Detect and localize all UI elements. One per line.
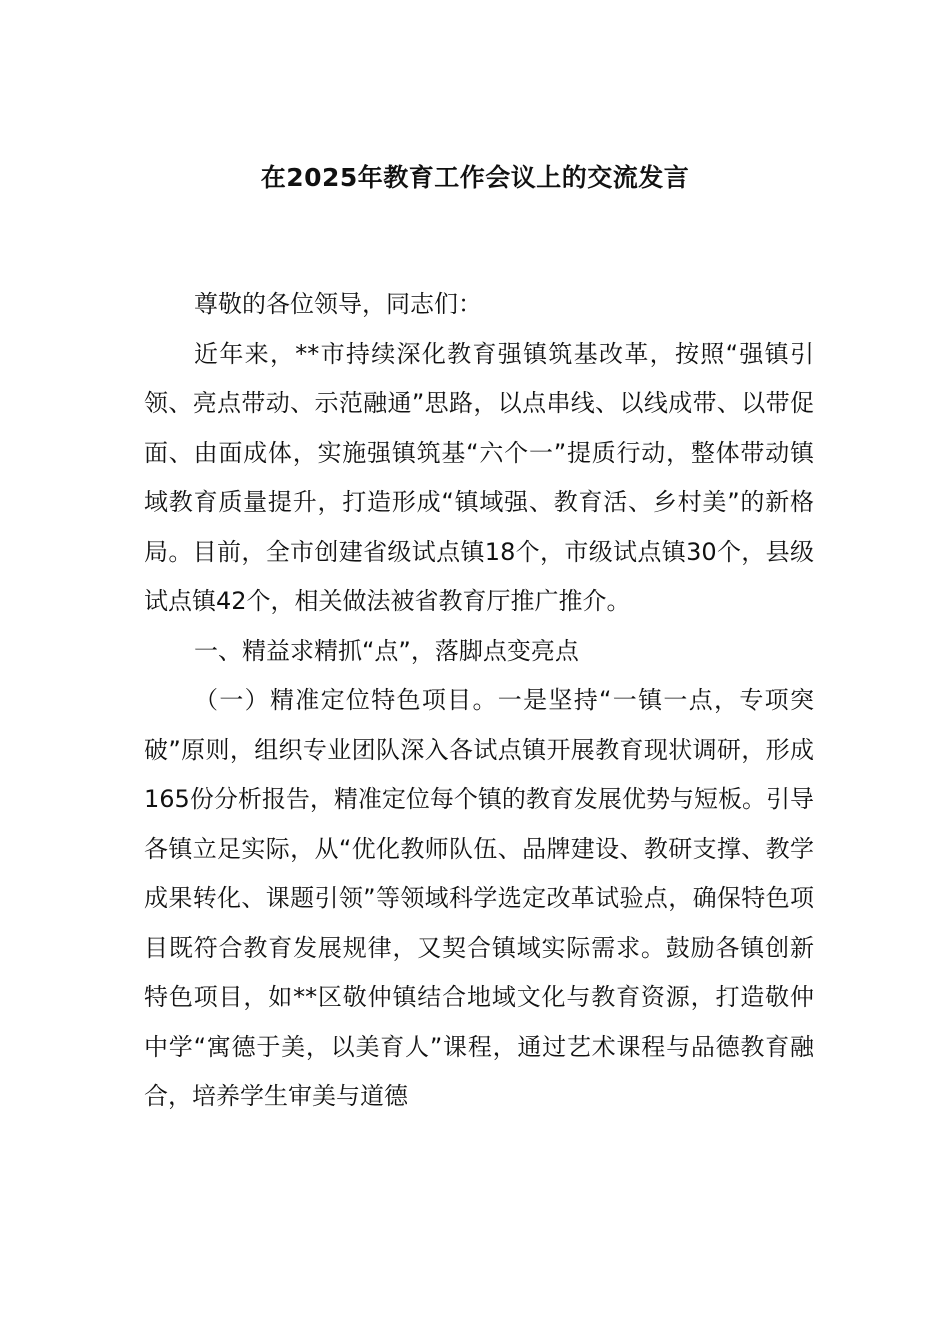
intro-paragraph: 近年来，**市持续深化教育强镇筑基改革，按照“强镇引领、亮点带动、示范融通”思路，以点串线、以线成带、以带促面、由面成体，实施强镇筑基“六个一”提质行动，整体带动镇域教育质量提升，打造形成“镇域强、教育活、乡村美”的新格局。目前，全市创建省级试点镇18个，市级试点镇30个，县级试点镇42个，相关做法被省教育厅推广推介。	[144, 339, 814, 615]
section-heading: 一、精益求精抓“点”，落脚点变亮点	[194, 636, 579, 665]
salutation-paragraph: 尊敬的各位领导，同志们：	[194, 290, 482, 318]
document-title: 在2025年教育工作会议上的交流发言	[260, 163, 690, 192]
subsection-paragraph: （一）精准定位特色项目。一是坚持“一镇一点，专项突破”原则，组织专业团队深入各试点镇开展教育现状调研，形成165份分析报告，精准定位每个镇的教育发展优势与短板。引导各镇立足实际，从“优化教师队伍、品牌建设、教研支撑、教学成果转化、课题引领”等领域科学选定改革试验点，确保特色项目既符合教育发展规律，又契合镇域实际需求。鼓励各镇创新特色项目，如**区敬仲镇结合地域文化与教育资源，打造敬仲中学“寓德于美，以美育人”课程，通过艺术课程与品德教育融合，培养学生审美与道德	[144, 686, 814, 1110]
document-body	[144, 280, 814, 1122]
